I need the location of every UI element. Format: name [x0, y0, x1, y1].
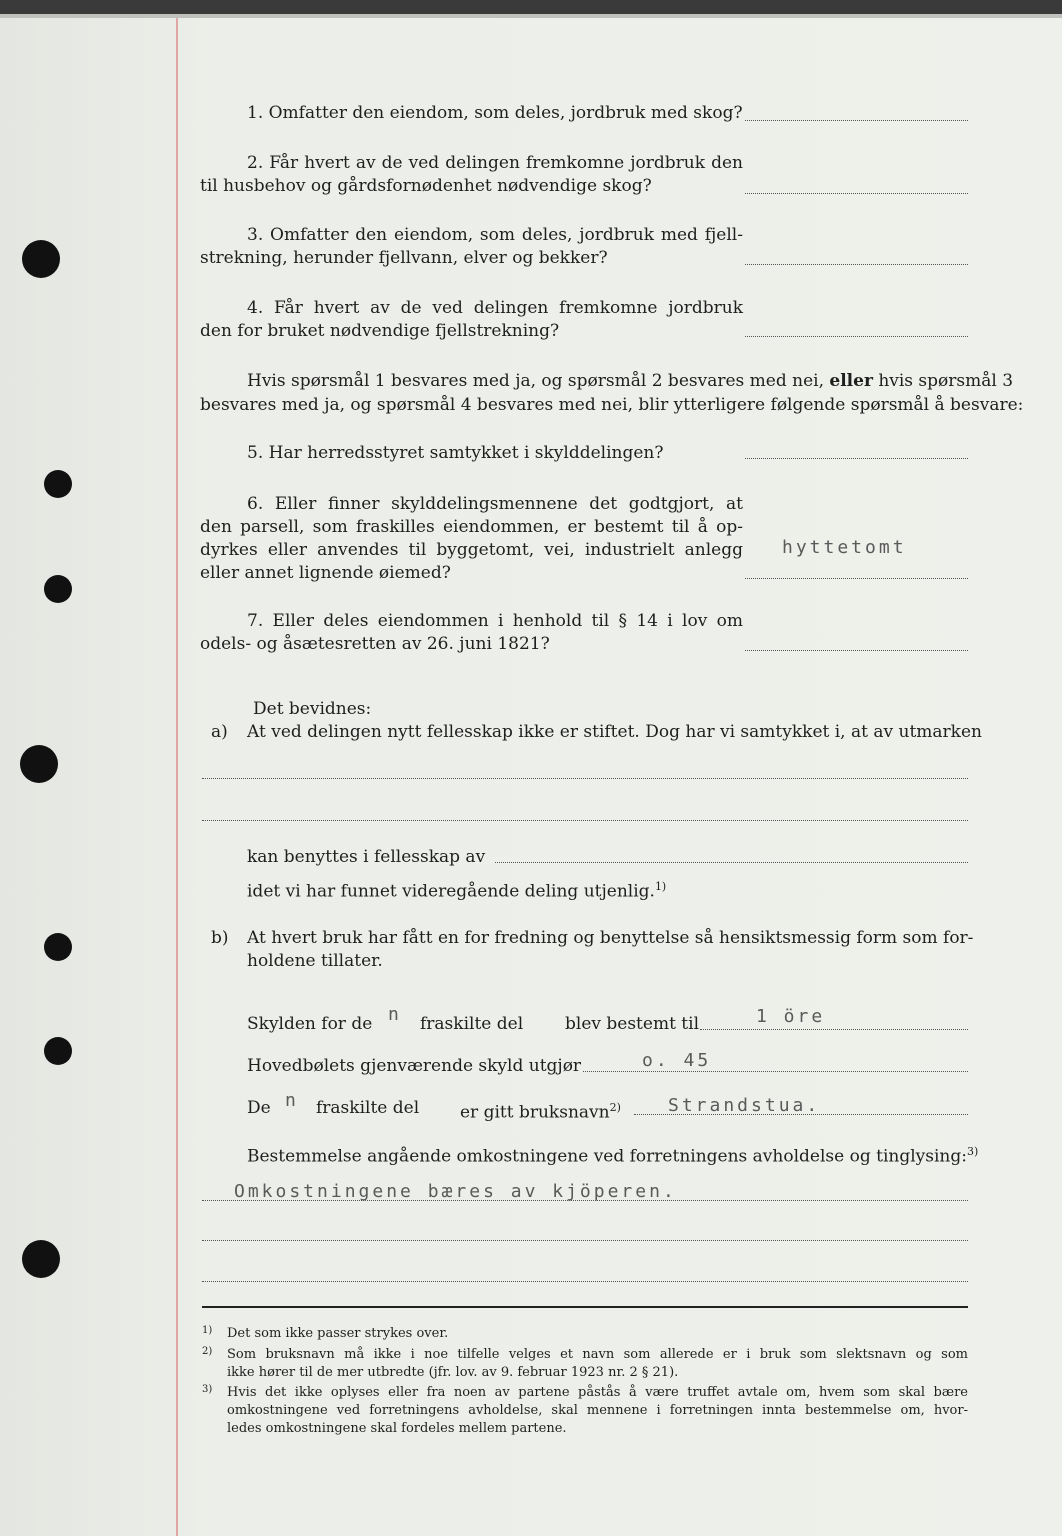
question-7-line-1: 7. Eller deles eiendommen i henhold til § 14 i lov om — [247, 611, 743, 631]
brn-label-pre: De — [247, 1098, 271, 1118]
footnote-rule — [202, 1306, 968, 1308]
skyld-value-handwritten[interactable]: 1 öre — [756, 1006, 826, 1027]
further-division-text — [247, 875, 666, 904]
attest-b-marker: b) — [211, 928, 229, 948]
condition-text-a: Hvis spørsmål 1 besvares med ja, og spørsmål 2 besvares med nei, — [247, 371, 824, 391]
hoved-line[interactable] — [583, 1071, 968, 1072]
cost-value-handwritten[interactable]: Omkostningene bæres av kjöperen. — [234, 1181, 677, 1202]
punch-hole — [44, 1037, 72, 1065]
brn-line[interactable] — [634, 1114, 968, 1115]
shared-use-line[interactable] — [495, 862, 968, 863]
cost-line-3[interactable] — [202, 1281, 968, 1282]
brn-label-mid: fraskilte del — [316, 1098, 420, 1118]
attest-b-line-1: At hvert bruk har fått en for fredning og benyttelse så hensiktsmessig form som for- — [247, 928, 974, 948]
condition-text-line-2: besvares med ja, og spørsmål 4 besvares med nei, blir ytterligere følgende spørsmål å besvare: — [200, 395, 1024, 415]
answer-line-q5[interactable] — [745, 458, 968, 459]
footnote-ref-1: 1) — [654, 880, 667, 893]
further-division-label: idet vi har funnet videregående deling utjenlig. — [247, 881, 655, 902]
question-4-line-2: den for bruket nødvendige fjellstrekning? — [200, 321, 560, 341]
cost-line-2[interactable] — [202, 1240, 968, 1241]
punch-hole — [44, 575, 72, 603]
footnote-2-line-2: ikke hører til de mer utbredte (jfr. lov. av 9. februar 1923 nr. 2 § 21). — [227, 1365, 679, 1380]
hoved-label: Hovedbølets gjenværende skyld utgjør — [247, 1056, 582, 1076]
question-1: 1. Omfatter den eiendom, som deles, jordbruk med skog? — [247, 103, 743, 123]
footnote-ref-2: 2) — [609, 1101, 621, 1114]
question-6-line-2: den parsell, som fraskilles eiendommen, er bestemt til å op- — [200, 517, 743, 537]
cost-line-1[interactable] — [202, 1200, 968, 1201]
skyld-line[interactable] — [700, 1029, 968, 1030]
attest-a-text: At ved delingen nytt fellesskap ikke er stiftet. Dog har vi samtykket i, at av utmarken — [247, 722, 982, 742]
brn-label-post — [460, 1096, 621, 1125]
question-3-line-1: 3. Omfatter den eiendom, som deles, jordbruk med fjell- — [247, 225, 743, 245]
question-3-line-2: strekning, herunder fjellvann, elver og bekker? — [200, 248, 608, 268]
brn-post-text: er gitt bruksnavn — [460, 1102, 610, 1123]
condition-bold-eller: eller — [829, 371, 873, 391]
answer-line-q4[interactable] — [745, 336, 968, 337]
question-2-line-1: 2. Får hvert av de ved delingen fremkomne jordbruk den — [247, 153, 743, 173]
footnote-3-line-3: ledes omkostningene skal fordeles mellem partene. — [227, 1421, 567, 1436]
punch-hole — [20, 745, 58, 783]
footnote-1-mark: 1) — [202, 1325, 213, 1336]
footnote-ref-3: 3) — [966, 1145, 979, 1158]
punch-hole — [22, 1240, 60, 1278]
scan-top-shadow — [0, 14, 1062, 18]
question-6-line-4: eller annet lignende øiemed? — [200, 563, 451, 583]
scan-top-edge — [0, 0, 1062, 14]
skyld-label-pre: Skylden for de — [247, 1014, 373, 1034]
brn-value-handwritten[interactable]: Strandstua. — [668, 1095, 821, 1116]
footnote-2-mark: 2) — [202, 1346, 213, 1357]
footnote-3-mark: 3) — [202, 1384, 213, 1395]
question-2-line-2: til husbehov og gårdsfornødenhet nødvendige skog? — [200, 176, 652, 196]
hoved-value-handwritten[interactable]: o. 45 — [642, 1050, 712, 1071]
attest-b-line-2: holdene tillater. — [247, 951, 383, 971]
punch-hole — [44, 933, 72, 961]
footnote-3-line-2: omkostningene ved forretningens avholdelse, skal mennene i forretningen innta bestemmelse om, hvor- — [227, 1403, 968, 1418]
brn-n-handwritten[interactable]: n — [285, 1090, 299, 1111]
footnote-2-line-1: Som bruksnavn må ikke i noe tilfelle velges et navn som allerede er i bruk som slektsnavn og som — [227, 1347, 968, 1362]
shared-use-label: kan benyttes i fellesskap av — [247, 847, 486, 867]
footnote-3-line-1: Hvis det ikke oplyses eller fra noen av partene påstås å være truffet avtale om, hvem som skal bære — [227, 1385, 968, 1400]
utmark-line-1[interactable] — [202, 778, 968, 779]
cost-label-text: Bestemmelse angående omkostningene ved forretningens avholdelse og tinglysing: — [247, 1146, 967, 1167]
cost-label — [247, 1140, 978, 1169]
answer-q6-handwritten[interactable]: hyttetomt — [782, 537, 907, 558]
attest-heading: Det bevidnes: — [253, 699, 372, 719]
punch-hole — [22, 240, 60, 278]
utmark-line-2[interactable] — [202, 820, 968, 821]
skyld-label-post: blev bestemt til — [565, 1014, 700, 1034]
margin-rule — [176, 18, 178, 1536]
question-6-line-1: 6. Eller finner skylddelingsmennene det godtgjort, at — [247, 494, 743, 514]
punch-hole — [44, 470, 72, 498]
question-4-line-1: 4. Får hvert av de ved delingen fremkomne jordbruk — [247, 298, 743, 318]
answer-line-q3[interactable] — [745, 264, 968, 265]
footnote-1: Det som ikke passer strykes over. — [227, 1326, 449, 1341]
question-6-line-3: dyrkes eller anvendes til byggetomt, vei, industrielt anlegg — [200, 540, 743, 560]
condition-text-b: hvis spørsmål 3 — [878, 371, 1014, 391]
attest-a-marker: a) — [211, 722, 228, 742]
question-5: 5. Har herredsstyret samtykket i skylddelingen? — [247, 443, 664, 463]
question-7-line-2: odels- og åsætesretten av 26. juni 1821? — [200, 634, 550, 654]
skyld-n-handwritten[interactable]: n — [388, 1004, 402, 1025]
answer-line-q6[interactable] — [745, 578, 968, 579]
condition-text-line-1 — [247, 369, 1013, 393]
answer-line-q1[interactable] — [745, 120, 968, 121]
answer-line-q2[interactable] — [745, 193, 968, 194]
skyld-label-mid: fraskilte del — [420, 1014, 524, 1034]
answer-line-q7[interactable] — [745, 650, 968, 651]
